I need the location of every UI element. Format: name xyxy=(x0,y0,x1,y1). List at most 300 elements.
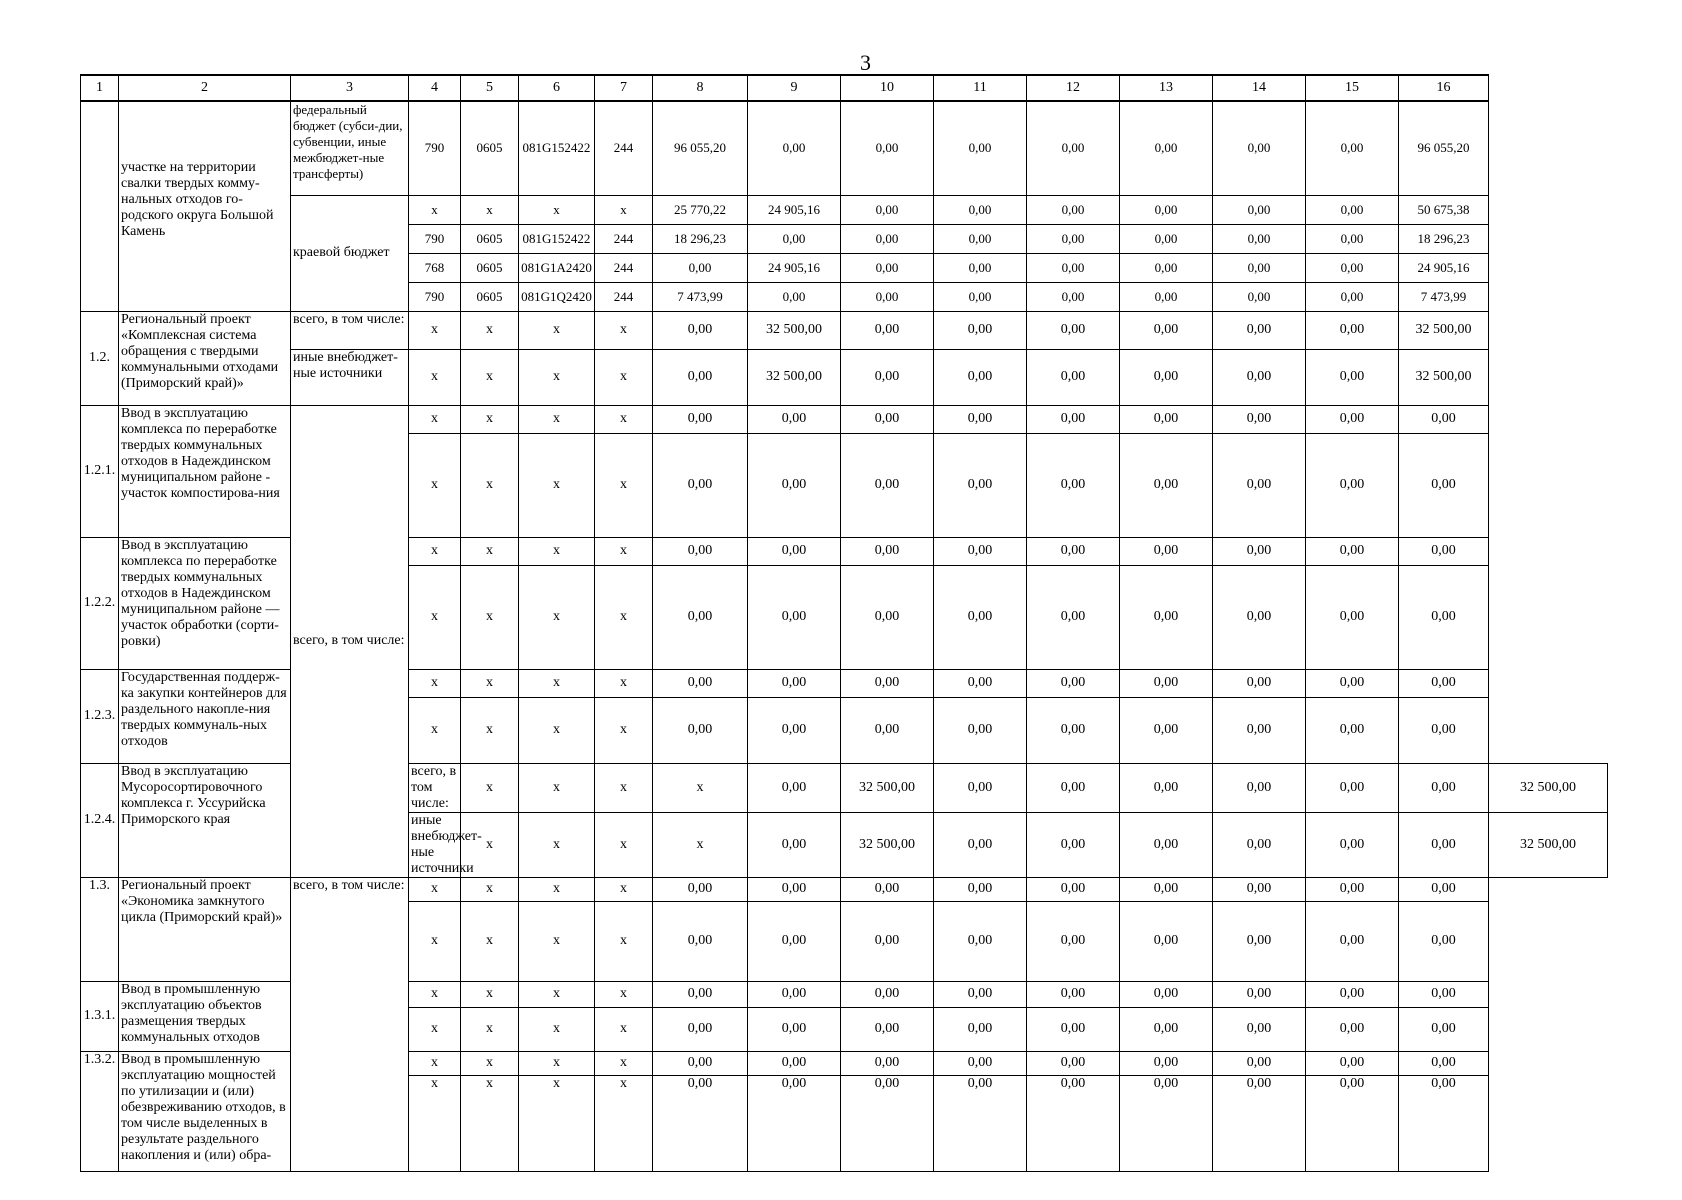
value-cell: 790 xyxy=(409,224,461,253)
header-cell: 15 xyxy=(1306,75,1399,101)
value-cell: 081G1Q2420 xyxy=(519,282,595,311)
row-number: 1.3. xyxy=(81,877,119,981)
value-cell: 0,00 xyxy=(1306,1051,1399,1075)
value-cell: 0,00 xyxy=(1213,253,1306,282)
value-cell: 0,00 xyxy=(934,224,1027,253)
value-cell: 790 xyxy=(409,101,461,195)
value-cell: 0,00 xyxy=(841,565,934,669)
value-cell: 0,00 xyxy=(841,405,934,433)
value-cell: x xyxy=(409,311,461,349)
value-cell: 0,00 xyxy=(748,877,841,901)
value-cell: 0,00 xyxy=(653,433,748,537)
value-cell: 0,00 xyxy=(1027,1007,1120,1051)
value-cell: 790 xyxy=(409,282,461,311)
value-cell: 0,00 xyxy=(1213,1051,1306,1075)
value-cell: 0,00 xyxy=(934,1007,1027,1051)
value-cell: 0,00 xyxy=(1027,433,1120,537)
measure-name: Региональный проект «Экономика замкнутого цикла (Приморский край)» xyxy=(119,877,291,981)
value-cell: 0,00 xyxy=(1027,311,1120,349)
value-cell: 0,00 xyxy=(934,311,1027,349)
value-cell: 32 500,00 xyxy=(841,763,934,812)
value-cell: 0,00 xyxy=(1120,405,1213,433)
value-cell: x xyxy=(409,1007,461,1051)
header-cell: 5 xyxy=(461,75,519,101)
value-cell: x xyxy=(461,1075,519,1171)
value-cell: 0,00 xyxy=(1306,565,1399,669)
value-cell: 0,00 xyxy=(1027,405,1120,433)
value-cell: 0,00 xyxy=(841,224,934,253)
value-cell: 32 500,00 xyxy=(1399,311,1489,349)
value-cell: 0,00 xyxy=(1027,1075,1120,1171)
value-cell: x xyxy=(595,349,653,405)
value-cell: 0,00 xyxy=(1027,697,1120,763)
value-cell: x xyxy=(461,405,519,433)
value-cell: x xyxy=(519,812,595,877)
measure-name: участке на территории свалки твердых комму-нальных отходов го-родского округа Большой Камень xyxy=(119,101,291,311)
value-cell: 0,00 xyxy=(1399,433,1489,537)
value-cell: 0,00 xyxy=(934,101,1027,195)
header-cell: 2 xyxy=(119,75,291,101)
value-cell: 0,00 xyxy=(1399,812,1489,877)
value-cell: 0,00 xyxy=(1027,812,1120,877)
value-cell: 0,00 xyxy=(748,1075,841,1171)
value-cell: 0,00 xyxy=(841,1007,934,1051)
value-cell: 0,00 xyxy=(1120,901,1213,981)
value-cell: 0,00 xyxy=(1306,981,1399,1007)
value-cell: 0,00 xyxy=(748,1051,841,1075)
value-cell: 244 xyxy=(595,224,653,253)
value-cell: 32 500,00 xyxy=(1489,763,1608,812)
value-cell: 50 675,38 xyxy=(1399,195,1489,224)
value-cell: 0,00 xyxy=(1027,224,1120,253)
value-cell: 0,00 xyxy=(841,349,934,405)
value-cell: 0,00 xyxy=(1399,537,1489,565)
value-cell: x xyxy=(461,981,519,1007)
value-cell: 0,00 xyxy=(1306,901,1399,981)
value-cell: 0,00 xyxy=(934,282,1027,311)
measure-name: Ввод в эксплуатацию комплекса по переработке твердых коммунальных отходов в Надеждинском муниципальном районе — участок обработки (сорти-ровки) xyxy=(119,537,291,669)
value-cell: x xyxy=(519,349,595,405)
value-cell: x xyxy=(409,349,461,405)
value-cell: 18 296,23 xyxy=(1399,224,1489,253)
value-cell: x xyxy=(461,195,519,224)
funding-source: краевой бюджет xyxy=(291,195,409,311)
value-cell: 0,00 xyxy=(1399,697,1489,763)
value-cell: 24 905,16 xyxy=(748,195,841,224)
value-cell: x xyxy=(653,763,748,812)
value-cell: 0,00 xyxy=(1027,349,1120,405)
value-cell: x xyxy=(409,981,461,1007)
value-cell: 0,00 xyxy=(1306,1007,1399,1051)
value-cell: 0,00 xyxy=(1213,537,1306,565)
value-cell: x xyxy=(409,565,461,669)
value-cell: 0,00 xyxy=(841,195,934,224)
value-cell: x xyxy=(461,1051,519,1075)
value-cell: 0,00 xyxy=(1306,537,1399,565)
value-cell: 0,00 xyxy=(1120,349,1213,405)
value-cell: 0,00 xyxy=(1120,1007,1213,1051)
page-number: 3 xyxy=(860,50,871,75)
header-row xyxy=(81,75,1608,101)
value-cell: 24 905,16 xyxy=(748,253,841,282)
value-cell: 0,00 xyxy=(1399,1075,1489,1171)
value-cell: 0,00 xyxy=(1213,282,1306,311)
value-cell: x xyxy=(595,763,653,812)
value-cell: 0,00 xyxy=(1027,981,1120,1007)
value-cell: 0,00 xyxy=(1306,1075,1399,1171)
value-cell: 0,00 xyxy=(748,1007,841,1051)
value-cell: x xyxy=(409,433,461,537)
value-cell: x xyxy=(461,537,519,565)
header-cell: 4 xyxy=(409,75,461,101)
value-cell: 7 473,99 xyxy=(653,282,748,311)
value-cell: x xyxy=(519,901,595,981)
value-cell: 0,00 xyxy=(934,981,1027,1007)
funding-source: федеральный бюджет (субси-дии, субвенции, иные межбюджет-ные трансферты) xyxy=(291,101,409,195)
value-cell: 244 xyxy=(595,253,653,282)
value-cell: 0,00 xyxy=(934,669,1027,697)
header-cell: 8 xyxy=(653,75,748,101)
value-cell: 0,00 xyxy=(841,101,934,195)
measure-name: Государственная поддерж-ка закупки контейнеров для раздельного накопле-ния твердых коммуналь-ных отходов xyxy=(119,669,291,763)
value-cell: 768 xyxy=(409,253,461,282)
value-cell: 0,00 xyxy=(934,405,1027,433)
value-cell: 0,00 xyxy=(841,877,934,901)
value-cell: 0,00 xyxy=(841,311,934,349)
value-cell: 0,00 xyxy=(1306,253,1399,282)
row-number: 1.2.2. xyxy=(81,537,119,669)
header-cell: 6 xyxy=(519,75,595,101)
value-cell: 0,00 xyxy=(748,901,841,981)
value-cell: 0,00 xyxy=(934,812,1027,877)
value-cell: 0605 xyxy=(461,224,519,253)
header-cell: 9 xyxy=(748,75,841,101)
value-cell: 0,00 xyxy=(1399,877,1489,901)
value-cell: 0,00 xyxy=(934,253,1027,282)
value-cell: x xyxy=(461,669,519,697)
value-cell: 0,00 xyxy=(1120,669,1213,697)
table-row xyxy=(81,877,1608,901)
value-cell: 0,00 xyxy=(748,224,841,253)
value-cell: 0,00 xyxy=(653,877,748,901)
header-cell: 3 xyxy=(291,75,409,101)
value-cell: 0,00 xyxy=(1213,763,1306,812)
value-cell: 0,00 xyxy=(1306,697,1399,763)
value-cell: 0,00 xyxy=(1306,349,1399,405)
funding-source: всего, в том числе: xyxy=(291,311,409,349)
value-cell: 0,00 xyxy=(1120,981,1213,1007)
value-cell: 0605 xyxy=(461,282,519,311)
value-cell: 081G1A2420 xyxy=(519,253,595,282)
value-cell: 0,00 xyxy=(1306,311,1399,349)
value-cell: 0,00 xyxy=(748,282,841,311)
value-cell: x xyxy=(595,195,653,224)
value-cell: x xyxy=(409,697,461,763)
funding-source: иные внебюджет-ные источники xyxy=(409,812,461,877)
value-cell: 0,00 xyxy=(1027,565,1120,669)
value-cell: 0,00 xyxy=(1120,195,1213,224)
measure-name: Ввод в промышленную эксплуатацию объектов размещения твердых коммунальных отходов xyxy=(119,981,291,1051)
value-cell: 32 500,00 xyxy=(1399,349,1489,405)
value-cell: 0,00 xyxy=(1213,877,1306,901)
value-cell: 0,00 xyxy=(748,669,841,697)
value-cell: 0,00 xyxy=(1213,669,1306,697)
value-cell: 0,00 xyxy=(1027,763,1120,812)
value-cell: x xyxy=(595,1075,653,1171)
header-cell: 10 xyxy=(841,75,934,101)
value-cell: x xyxy=(595,669,653,697)
value-cell: x xyxy=(519,697,595,763)
value-cell: 0,00 xyxy=(1027,669,1120,697)
value-cell: 0,00 xyxy=(653,349,748,405)
value-cell: 7 473,99 xyxy=(1399,282,1489,311)
measure-name: Ввод в эксплуатацию комплекса по переработке твердых коммунальных отходов в Надеждинском муниципальном районе - участок компостирова-ния xyxy=(119,405,291,537)
value-cell: 0,00 xyxy=(841,1051,934,1075)
value-cell: x xyxy=(519,433,595,537)
value-cell: 0,00 xyxy=(748,101,841,195)
row-number: 1.2.1. xyxy=(81,405,119,537)
value-cell: 0,00 xyxy=(841,433,934,537)
funding-source: всего, в том числе: xyxy=(409,763,461,812)
value-cell: 0,00 xyxy=(1399,565,1489,669)
value-cell: 0,00 xyxy=(1306,195,1399,224)
value-cell: x xyxy=(595,405,653,433)
value-cell: 0,00 xyxy=(1213,101,1306,195)
value-cell: 96 055,20 xyxy=(653,101,748,195)
value-cell: 0,00 xyxy=(1213,697,1306,763)
value-cell: 0605 xyxy=(461,253,519,282)
value-cell: 0,00 xyxy=(653,981,748,1007)
value-cell: x xyxy=(519,1075,595,1171)
value-cell: 0,00 xyxy=(841,253,934,282)
value-cell: 0,00 xyxy=(1306,812,1399,877)
measure-name: Региональный проект «Комплексная система обращения с твердыми коммунальными отходами (Приморский край)» xyxy=(119,311,291,405)
value-cell: 0,00 xyxy=(1120,877,1213,901)
value-cell: 0,00 xyxy=(1120,697,1213,763)
header-cell: 11 xyxy=(934,75,1027,101)
row-number: 1.2.4. xyxy=(81,763,119,877)
value-cell: x xyxy=(519,195,595,224)
value-cell: x xyxy=(409,195,461,224)
value-cell: x xyxy=(461,433,519,537)
value-cell: 0,00 xyxy=(841,981,934,1007)
value-cell: 0,00 xyxy=(934,1051,1027,1075)
value-cell: 0,00 xyxy=(1306,405,1399,433)
row-number xyxy=(81,101,119,311)
value-cell: 0,00 xyxy=(653,253,748,282)
value-cell: 0,00 xyxy=(1120,763,1213,812)
value-cell: 0,00 xyxy=(1213,981,1306,1007)
value-cell: 0,00 xyxy=(1306,669,1399,697)
value-cell: x xyxy=(595,311,653,349)
value-cell: 0,00 xyxy=(653,311,748,349)
value-cell: x xyxy=(519,877,595,901)
value-cell: x xyxy=(461,901,519,981)
value-cell: 0,00 xyxy=(1213,565,1306,669)
row-number: 1.3.1. xyxy=(81,981,119,1051)
value-cell: 0,00 xyxy=(1120,433,1213,537)
value-cell: 0,00 xyxy=(653,1051,748,1075)
value-cell: 0,00 xyxy=(1306,101,1399,195)
value-cell: x xyxy=(461,311,519,349)
value-cell: 0,00 xyxy=(1213,433,1306,537)
value-cell: 0,00 xyxy=(841,1075,934,1171)
value-cell: 0,00 xyxy=(1213,311,1306,349)
value-cell: 0,00 xyxy=(1027,282,1120,311)
value-cell: 244 xyxy=(595,282,653,311)
header-cell: 14 xyxy=(1213,75,1306,101)
value-cell: x xyxy=(409,877,461,901)
value-cell: x xyxy=(653,812,748,877)
value-cell: x xyxy=(595,537,653,565)
value-cell: x xyxy=(409,901,461,981)
value-cell: 0,00 xyxy=(1399,763,1489,812)
value-cell: 0,00 xyxy=(653,697,748,763)
value-cell: x xyxy=(519,311,595,349)
measure-name: Ввод в эксплуатацию Мусоросортировочного комплекса г. Уссурийска Приморского края xyxy=(119,763,291,877)
value-cell: x xyxy=(519,537,595,565)
value-cell: 0,00 xyxy=(934,349,1027,405)
value-cell: 0,00 xyxy=(934,697,1027,763)
value-cell: x xyxy=(595,901,653,981)
value-cell: 0,00 xyxy=(1213,349,1306,405)
value-cell: 0,00 xyxy=(1027,877,1120,901)
table-row xyxy=(81,349,1608,405)
value-cell: 0,00 xyxy=(748,405,841,433)
value-cell: 081G152422 xyxy=(519,101,595,195)
value-cell: x xyxy=(595,981,653,1007)
value-cell: 0605 xyxy=(461,101,519,195)
value-cell: 0,00 xyxy=(1399,981,1489,1007)
value-cell: 0,00 xyxy=(748,537,841,565)
value-cell: 0,00 xyxy=(653,1075,748,1171)
value-cell: 0,00 xyxy=(1213,405,1306,433)
value-cell: 32 500,00 xyxy=(1489,812,1608,877)
value-cell: x xyxy=(595,1051,653,1075)
header-cell: 1 xyxy=(81,75,119,101)
table-row xyxy=(81,405,1608,433)
value-cell: 0,00 xyxy=(841,901,934,981)
value-cell: 0,00 xyxy=(1306,224,1399,253)
value-cell: x xyxy=(595,877,653,901)
value-cell: 0,00 xyxy=(653,405,748,433)
value-cell: 0,00 xyxy=(748,981,841,1007)
value-cell: 0,00 xyxy=(1306,433,1399,537)
value-cell: 0,00 xyxy=(1120,253,1213,282)
value-cell: 0,00 xyxy=(748,433,841,537)
value-cell: 0,00 xyxy=(934,763,1027,812)
value-cell: 0,00 xyxy=(1213,224,1306,253)
value-cell: x xyxy=(519,981,595,1007)
value-cell: 0,00 xyxy=(1120,1051,1213,1075)
row-number: 1.2. xyxy=(81,311,119,405)
value-cell: 0,00 xyxy=(748,697,841,763)
value-cell: 0,00 xyxy=(1213,1075,1306,1171)
value-cell: 0,00 xyxy=(1399,1051,1489,1075)
row-number: 1.2.3. xyxy=(81,669,119,763)
value-cell: 0,00 xyxy=(748,812,841,877)
value-cell: x xyxy=(519,763,595,812)
measure-name: Ввод в промышленную эксплуатацию мощностей по утилизации и (или) обезвреживанию отходов, в том числе выделенных в результате раздельного накопления и (или) обра- xyxy=(119,1051,291,1171)
value-cell: 0,00 xyxy=(1027,253,1120,282)
value-cell: 0,00 xyxy=(1120,282,1213,311)
value-cell: x xyxy=(595,1007,653,1051)
value-cell: x xyxy=(461,565,519,669)
value-cell: 0,00 xyxy=(1027,537,1120,565)
budget-table xyxy=(80,74,1608,1172)
value-cell: x xyxy=(461,763,519,812)
header-cell: 16 xyxy=(1399,75,1489,101)
value-cell: 0,00 xyxy=(748,565,841,669)
value-cell: x xyxy=(461,349,519,405)
value-cell: 0,00 xyxy=(934,433,1027,537)
value-cell: 0,00 xyxy=(1120,1075,1213,1171)
value-cell: 18 296,23 xyxy=(653,224,748,253)
funding-source: иные внебюджет-ные источники xyxy=(291,349,409,405)
value-cell: 0,00 xyxy=(934,901,1027,981)
value-cell: 0,00 xyxy=(934,1075,1027,1171)
value-cell: 0,00 xyxy=(748,763,841,812)
value-cell: x xyxy=(461,877,519,901)
row-number: 1.3.2. xyxy=(81,1051,119,1171)
table-row xyxy=(81,101,1608,195)
value-cell: x xyxy=(461,697,519,763)
value-cell: x xyxy=(461,812,519,877)
header-cell: 12 xyxy=(1027,75,1120,101)
header-cell: 13 xyxy=(1120,75,1213,101)
value-cell: 0,00 xyxy=(1213,1007,1306,1051)
value-cell: 0,00 xyxy=(1120,537,1213,565)
table-row xyxy=(81,195,1608,224)
value-cell: 0,00 xyxy=(934,195,1027,224)
value-cell: x xyxy=(519,1007,595,1051)
value-cell: 0,00 xyxy=(1120,224,1213,253)
value-cell: 0,00 xyxy=(841,282,934,311)
header-cell: 7 xyxy=(595,75,653,101)
value-cell: 0,00 xyxy=(1120,101,1213,195)
funding-source: всего, в том числе: xyxy=(291,405,409,877)
value-cell: x xyxy=(409,669,461,697)
value-cell: 0,00 xyxy=(934,877,1027,901)
value-cell: 0,00 xyxy=(1306,877,1399,901)
value-cell: x xyxy=(519,565,595,669)
table-row xyxy=(81,311,1608,349)
value-cell: 244 xyxy=(595,101,653,195)
value-cell: 0,00 xyxy=(653,537,748,565)
value-cell: 96 055,20 xyxy=(1399,101,1489,195)
value-cell: 0,00 xyxy=(1399,405,1489,433)
value-cell: 0,00 xyxy=(934,565,1027,669)
value-cell: 32 500,00 xyxy=(748,311,841,349)
value-cell: x xyxy=(461,1007,519,1051)
value-cell: 0,00 xyxy=(653,565,748,669)
value-cell: x xyxy=(595,433,653,537)
value-cell: 0,00 xyxy=(1306,282,1399,311)
value-cell: x xyxy=(595,697,653,763)
value-cell: x xyxy=(409,1075,461,1171)
value-cell: 0,00 xyxy=(1399,669,1489,697)
value-cell: x xyxy=(409,405,461,433)
value-cell: 0,00 xyxy=(1213,901,1306,981)
value-cell: 0,00 xyxy=(1027,101,1120,195)
value-cell: 0,00 xyxy=(1120,565,1213,669)
value-cell: 25 770,22 xyxy=(653,195,748,224)
value-cell: 0,00 xyxy=(1120,812,1213,877)
value-cell: 0,00 xyxy=(841,537,934,565)
value-cell: 0,00 xyxy=(653,1007,748,1051)
value-cell: 0,00 xyxy=(1399,901,1489,981)
value-cell: x xyxy=(595,565,653,669)
